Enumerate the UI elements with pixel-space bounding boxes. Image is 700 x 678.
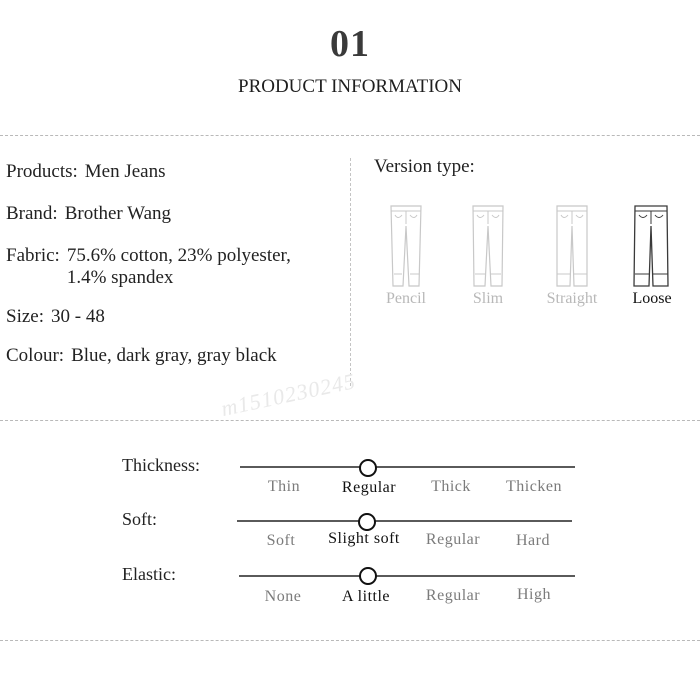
rating-soft-knob (358, 513, 376, 531)
divider-middle (0, 420, 700, 421)
rating-elastic-track (239, 575, 575, 577)
rating-thickness-knob (359, 459, 377, 477)
rating-soft-option: Soft (266, 532, 296, 549)
divider-top (0, 135, 700, 136)
pencil-pants-icon (388, 204, 424, 288)
spec-products-value: Men Jeans (84, 161, 166, 182)
spec-brand-label: Brand: (6, 203, 58, 224)
rating-thickness-option: Thicken (506, 478, 562, 495)
spec-products-label: Products: (6, 161, 78, 182)
rating-soft-track (237, 520, 572, 522)
loose-pants-icon (633, 204, 669, 288)
divider-vertical (350, 158, 351, 386)
rating-elastic-option-selected: A little (342, 588, 390, 605)
rating-thickness-option: Thick (431, 478, 471, 495)
spec-colour-label: Colour: (6, 345, 65, 366)
rating-thickness-option: Thin (267, 478, 301, 495)
rating-soft-option-selected: Slight soft (328, 530, 400, 547)
section-number: 01 (330, 23, 370, 65)
slim-pants-icon (470, 204, 506, 288)
rating-soft-label: Soft: (122, 509, 158, 529)
rating-elastic-knob (359, 567, 377, 585)
spec-size-value: 30 - 48 (51, 306, 105, 327)
rating-soft-option: Hard (516, 532, 550, 549)
section-title: PRODUCT INFORMATION (238, 76, 462, 97)
rating-thickness-label: Thickness: (122, 455, 200, 475)
version-slim-label: Slim (472, 290, 504, 307)
spec-brand (6, 203, 171, 225)
version-title: Version type: (374, 156, 475, 177)
spec-fabric (6, 245, 322, 289)
rating-elastic-option: Regular (425, 587, 481, 604)
watermark: m1510230245 (218, 368, 358, 421)
spec-brand-value: Brother Wang (64, 203, 172, 224)
spec-fabric-label: Fabric: (6, 245, 60, 266)
divider-bottom (0, 640, 700, 641)
spec-size (6, 306, 105, 328)
rating-elastic-option: None (264, 588, 302, 605)
rating-elastic-label: Elastic: (122, 564, 176, 584)
rating-elastic-option: High (517, 586, 551, 603)
spec-colour-value: Blue, dark gray, gray black (71, 345, 277, 366)
version-straight-label: Straight (546, 290, 598, 307)
rating-thickness-option-selected: Regular (341, 479, 397, 496)
version-pencil-label: Pencil (386, 290, 426, 307)
spec-colour (6, 345, 277, 367)
spec-size-label: Size: (6, 306, 44, 327)
spec-products (6, 161, 166, 183)
rating-soft-option: Regular (425, 531, 481, 548)
spec-fabric-value: 75.6% cotton, 23% polyester, 1.4% spandex (66, 245, 291, 288)
rating-thickness-track (240, 466, 575, 468)
version-loose-label: Loose (632, 290, 672, 307)
straight-pants-icon (554, 204, 590, 288)
